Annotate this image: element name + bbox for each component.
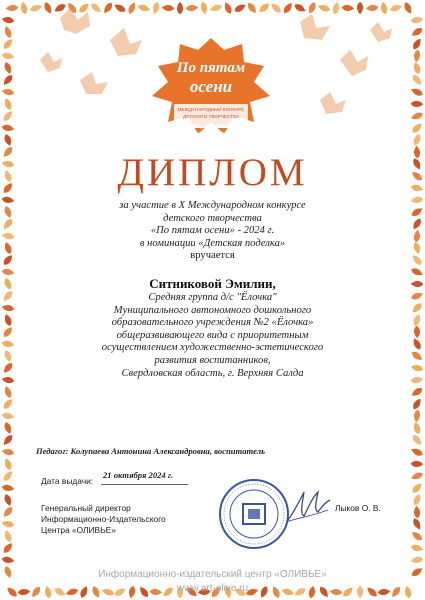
autumn-leaf-icon <box>3 133 13 147</box>
autumn-leaf-icon <box>209 3 223 13</box>
award-line-5: вручается <box>190 250 235 262</box>
autumn-leaf-icon <box>389 3 403 13</box>
autumn-leaf-icon <box>3 385 13 399</box>
autumn-leaf-icon <box>2 541 15 555</box>
autumn-leaf-icon <box>411 517 422 531</box>
award-line-2: детского творчества <box>163 212 262 224</box>
director-line-2: Информационно-Издательского <box>41 514 166 525</box>
autumn-leaf-icon <box>410 544 424 553</box>
autumn-leaf-icon <box>410 446 424 457</box>
autumn-leaf-icon <box>1 88 14 96</box>
autumn-leaf-icon <box>77 2 90 15</box>
autumn-leaf-icon <box>413 49 421 62</box>
footer-site[interactable]: www.art-olive.ru <box>176 583 249 594</box>
autumn-leaf-icon <box>177 2 183 15</box>
autumn-leaf-icon <box>3 25 13 39</box>
autumn-leaf-icon <box>1 52 14 60</box>
director-block <box>41 503 166 537</box>
date-underline <box>101 484 188 485</box>
autumn-leaf-icon <box>3 493 13 507</box>
logo-title-1: По пятам <box>176 60 246 76</box>
autumn-leaf-icon <box>413 409 421 422</box>
autumn-leaf-icon <box>113 2 127 14</box>
diploma-title: ДИПЛОМ <box>117 151 308 194</box>
autumn-leaf-icon <box>414 506 421 519</box>
stamp-seal-icon <box>218 478 290 550</box>
autumn-leaf-icon <box>410 471 424 481</box>
autumn-leaf-icon <box>411 37 423 51</box>
recipient-line: Свердловская область, г. Верхняя Салда <box>121 367 304 379</box>
autumn-leaf-icon <box>246 1 258 15</box>
autumn-leaf-icon <box>3 421 13 435</box>
autumn-leaf-icon <box>2 109 15 123</box>
autumn-leaf-icon <box>102 1 114 15</box>
autumn-leaf-icon <box>161 4 174 11</box>
autumn-leaf-icon <box>257 2 270 15</box>
autumn-leaf-icon <box>332 1 341 15</box>
logo-org: НИЦ «ОЛИВЬЕ» <box>189 124 233 130</box>
autumn-leaf-icon <box>380 1 389 15</box>
autumn-leaf-icon <box>233 2 247 14</box>
autumn-leaf-icon <box>1 484 14 492</box>
autumn-leaf-icon <box>412 421 421 435</box>
autumn-leaf-icon <box>29 3 43 13</box>
logo-title-2: осени <box>189 77 233 96</box>
autumn-leaf-icon <box>410 556 423 564</box>
autumn-leaf-icon <box>1 448 14 456</box>
contest-logo <box>146 36 276 142</box>
recipient-line: Муниципального автономного дошкольного <box>113 304 312 316</box>
autumn-leaf-icon <box>2 433 15 447</box>
autumn-leaf-icon <box>3 457 13 471</box>
recipient-line: осуществлением художественно-эстетического <box>101 342 324 354</box>
autumn-leaf-icon <box>365 4 378 11</box>
autumn-leaf-icon <box>89 2 102 15</box>
autumn-leaf-icon <box>43 1 54 15</box>
signer-name: Лыков О. В. <box>335 503 381 513</box>
autumn-leaf-icon <box>5 4 18 11</box>
autumn-leaf-icon <box>410 16 423 24</box>
autumn-leaf-icon <box>127 1 138 15</box>
autumn-leaf-icon <box>410 86 424 97</box>
autumn-leaf-icon <box>200 1 209 15</box>
autumn-leaf-icon <box>2 505 15 519</box>
logo-subtitle-1: МЕЖДУНАРОДНЫЙ КОНКУРС <box>177 107 245 112</box>
recipient-line: развития воспитанников, <box>154 354 271 366</box>
date-label: Дата выдачи: <box>41 476 94 486</box>
award-line-1: за участие в X Международном конкурсе <box>119 200 306 211</box>
autumn-leaf-icon <box>53 2 67 14</box>
director-line-1: Генеральный директор <box>41 503 131 513</box>
award-line-4: в номинации «Детская поделка» <box>139 237 286 249</box>
autumn-leaf-icon <box>269 2 282 15</box>
logo-site: WWW.ART-OLIVE.RU <box>189 131 233 136</box>
date-value: 21 октября 2024 г. <box>103 470 174 480</box>
autumn-leaf-icon <box>1 556 14 564</box>
teacher-line: Педагог: Колупаева Антонина Александровна, воспитатель <box>36 446 266 456</box>
autumn-leaf-icon <box>410 530 424 543</box>
autumn-leaf-icon <box>307 1 318 15</box>
autumn-leaf-icon <box>357 2 363 15</box>
award-text <box>0 200 425 263</box>
autumn-leaf-icon <box>317 3 331 13</box>
autumn-leaf-icon <box>1 268 14 276</box>
autumn-leaf-icon <box>410 111 424 121</box>
autumn-leaf-icon <box>1 520 14 528</box>
autumn-leaf-icon <box>2 73 15 87</box>
autumn-leaf-icon <box>293 2 307 14</box>
autumn-leaf-icon <box>1 412 14 420</box>
autumn-leaf-icon <box>403 1 414 15</box>
autumn-leaf-icon <box>1 124 14 132</box>
autumn-leaf-icon <box>3 529 13 543</box>
autumn-leaf-icon <box>20 1 29 15</box>
autumn-leaf-icon <box>2 37 15 51</box>
autumn-leaf-icon <box>412 133 422 147</box>
autumn-leaf-icon <box>411 101 424 108</box>
autumn-leaf-icon <box>411 397 423 411</box>
autumn-leaf-icon <box>410 121 423 134</box>
autumn-leaf-icon <box>411 73 424 87</box>
autumn-leaf-icon <box>1 16 14 24</box>
logo-subtitle-2: ДЕТСКОГО ТВОРЧЕСТВА <box>182 114 240 119</box>
autumn-leaf-icon <box>3 61 13 75</box>
autumn-leaf-icon <box>185 4 198 11</box>
footer-org: Информационно-издательский центр «ОЛИВЬЕ» <box>98 569 327 580</box>
recipient-details <box>0 292 425 380</box>
autumn-leaf-icon <box>137 3 151 13</box>
director-line-3: Центра «ОЛИВЬЕ» <box>41 525 116 536</box>
autumn-leaf-icon <box>411 433 424 447</box>
autumn-leaf-icon <box>282 1 294 15</box>
signature-icon <box>282 486 334 526</box>
autumn-leaf-icon <box>223 1 234 15</box>
autumn-leaf-icon <box>411 461 424 468</box>
award-line-3: «По пятам осени» - 2024 г. <box>150 225 275 237</box>
autumn-leaf-icon <box>412 61 421 75</box>
autumn-leaf-icon <box>410 386 424 398</box>
autumn-leaf-icon <box>2 397 15 411</box>
recipient-line: общеразвивающего вида с приоритетным <box>116 329 309 341</box>
autumn-leaf-icon <box>410 26 424 38</box>
recipient-name: Ситниковой Эмилии, <box>149 276 276 291</box>
autumn-leaf-icon <box>410 481 423 494</box>
autumn-leaf-icon <box>412 493 422 507</box>
recipient-line: образовательного учреждения №2 «Ёлочка» <box>111 317 314 329</box>
autumn-leaf-icon <box>2 469 15 483</box>
autumn-leaf-icon <box>152 1 161 15</box>
autumn-leaf-icon <box>341 4 354 11</box>
recipient-line: Средняя группа д/с "Ёлочка" <box>148 292 277 303</box>
autumn-leaf-icon <box>3 97 13 111</box>
